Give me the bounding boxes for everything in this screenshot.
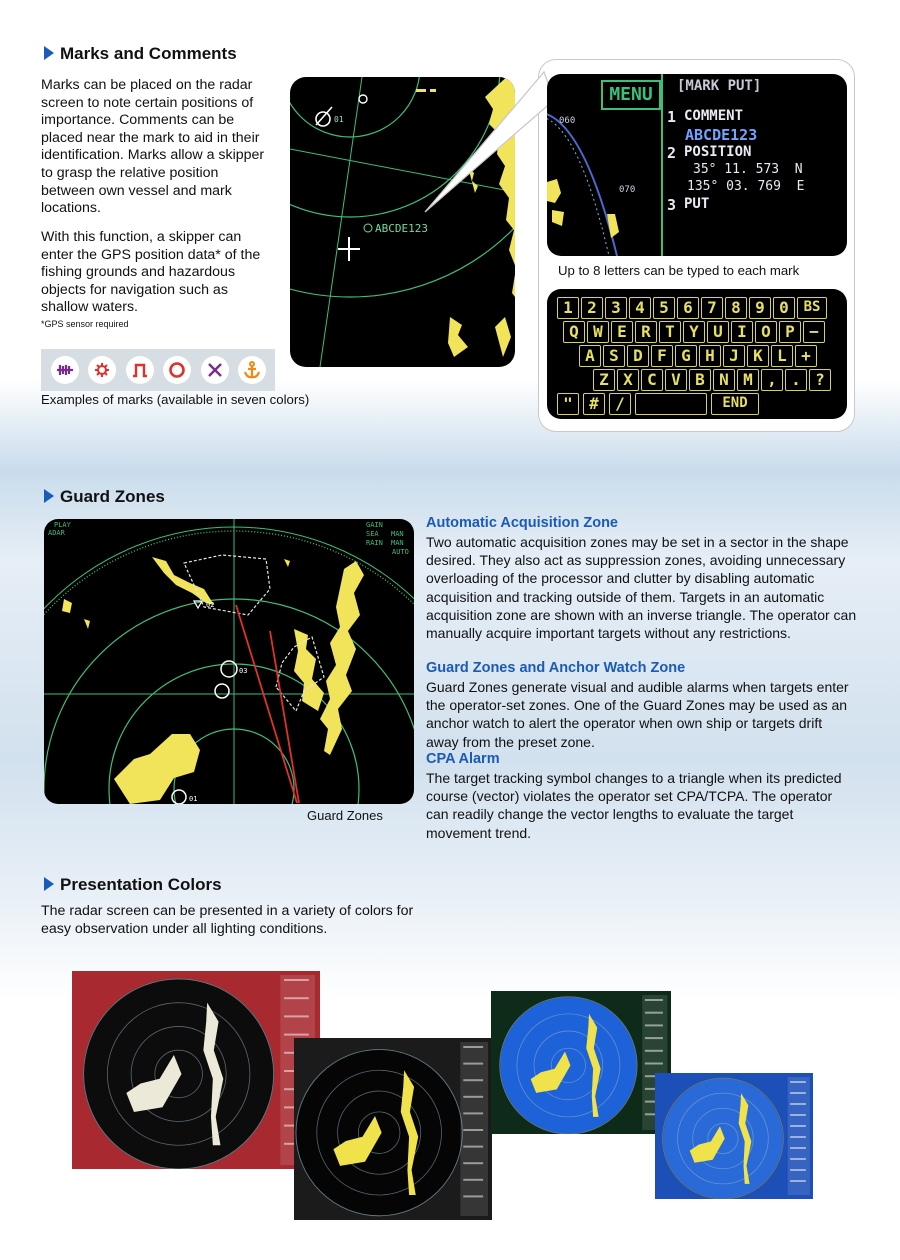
key-space[interactable] — [635, 393, 707, 415]
key-r4-4[interactable]: B — [689, 369, 711, 391]
key-r2-4[interactable]: T — [659, 321, 681, 343]
key-r4-8[interactable]: . — [785, 369, 807, 391]
section-arrow-icon — [44, 877, 54, 891]
cross-mark-icon — [201, 356, 229, 384]
guard-label-rain: RAIN — [366, 539, 383, 547]
section-title-guard-zones: Guard Zones — [44, 487, 165, 507]
key-r1-4[interactable]: 5 — [653, 297, 675, 319]
key-r2-8[interactable]: O — [755, 321, 777, 343]
gps-footnote: *GPS sensor required — [41, 319, 129, 329]
key-r3-5[interactable]: H — [699, 345, 721, 367]
anchor-mark-icon — [238, 356, 266, 384]
guard-label-play: PLAY — [54, 521, 71, 529]
position-lat: 35° 11. 573 N — [693, 162, 803, 177]
para-cpa-alarm: The target tracking symbol changes to a triangle when its predicted course (vector) violates the operator set CPA/TCPA. The operator can readily change the vector lengths to evaluate the target movement trend. — [426, 770, 842, 841]
menu-item-put[interactable]: PUT — [684, 196, 710, 212]
guard-label-radar: ADAR — [48, 529, 65, 537]
bearing-060: 060 — [559, 116, 576, 126]
colors-paragraph: The radar screen can be presented in a variety of colors for easy observation under all lighting conditions. — [41, 903, 414, 937]
key-r3-4[interactable]: G — [675, 345, 697, 367]
marks-caption: Examples of marks (available in seven colors) — [41, 392, 310, 407]
key-r2-2[interactable]: E — [611, 321, 633, 343]
standard-dark-theme-screen — [294, 1038, 492, 1220]
mark-examples-strip — [41, 349, 275, 391]
guard-label-auto: AUTO — [392, 548, 409, 556]
section-arrow-icon — [44, 489, 54, 503]
key-r3-7[interactable]: K — [747, 345, 769, 367]
bearing-070: 070 — [619, 185, 636, 195]
key-r2-7[interactable]: I — [731, 321, 753, 343]
marks-paragraph-1: Marks can be placed on the radar screen to note certain positions of importance. Comments can be placed near the mark to aid in their identification. Marks allow a skipper to grasp the relative position between own vessel and mark locations. — [41, 77, 265, 217]
guard-zones-caption: Guard Zones — [307, 808, 383, 823]
key-r1-6[interactable]: 7 — [701, 297, 723, 319]
menu-item-position[interactable]: POSITION — [684, 144, 752, 160]
key-r1-2[interactable]: 3 — [605, 297, 627, 319]
key-r3-3[interactable]: F — [651, 345, 673, 367]
green-on-blue-theme-screen — [491, 991, 671, 1134]
key-r3-6[interactable]: J — [723, 345, 745, 367]
circle-mark-icon — [163, 356, 191, 384]
mark-put-title: [MARK PUT] — [677, 78, 762, 94]
key-r4-9[interactable]: ? — [809, 369, 831, 391]
keyboard-caption: Up to 8 letters can be typed to each mark — [558, 263, 800, 278]
key-r2-5[interactable]: Y — [683, 321, 705, 343]
key-r4-5[interactable]: N — [713, 369, 735, 391]
key-r3-8[interactable]: L — [771, 345, 793, 367]
guard-target-01: 01 — [189, 795, 198, 803]
key-r4-2[interactable]: C — [641, 369, 663, 391]
day-blue-theme-screen — [655, 1073, 813, 1199]
key-r5-1[interactable]: # — [583, 393, 605, 415]
radar-mark-comment: ABCDE123 — [375, 222, 428, 235]
heading-guard-anchor: Guard Zones and Anchor Watch Zone — [426, 660, 686, 676]
key-r3-1[interactable]: S — [603, 345, 625, 367]
key-r4-0[interactable]: Z — [593, 369, 615, 391]
callout-pointer — [420, 70, 560, 220]
guard-label-gain: GAIN — [366, 521, 383, 529]
menu-item-2-num: 2 — [667, 144, 677, 162]
mark-put-menu-screen — [547, 74, 847, 256]
marks-paragraph-2: With this function, a skipper can enter the GPS position data* of the fishing grounds and hazardous objects for navigation such as shallow waters. — [41, 229, 261, 316]
key-r4-7[interactable]: , — [761, 369, 783, 391]
key-r1-5[interactable]: 6 — [677, 297, 699, 319]
guard-zone-radar-screen — [44, 519, 414, 804]
key-r2-3[interactable]: R — [635, 321, 657, 343]
key-r2-9[interactable]: P — [779, 321, 801, 343]
key-r4-6[interactable]: M — [737, 369, 759, 391]
key-r3-2[interactable]: D — [627, 345, 649, 367]
menu-button[interactable]: MENU — [601, 80, 661, 110]
key-r2-10[interactable]: − — [803, 321, 825, 343]
heading-cpa-alarm: CPA Alarm — [426, 751, 500, 767]
key-r1-8[interactable]: 9 — [749, 297, 771, 319]
key-r5-0[interactable]: " — [557, 393, 579, 415]
menu-item-1-num: 1 — [667, 108, 677, 126]
key-r2-1[interactable]: W — [587, 321, 609, 343]
key-r2-0[interactable]: Q — [563, 321, 585, 343]
menu-item-3-num: 3 — [667, 196, 677, 214]
guard-label-sea-man: MAN — [391, 530, 404, 538]
gate-mark-icon — [126, 356, 154, 384]
menu-item-comment[interactable]: COMMENT — [684, 108, 744, 124]
gear-mark-icon — [88, 356, 116, 384]
guard-target-03: 03 — [239, 667, 248, 675]
key-r5-4[interactable]: END — [711, 393, 759, 415]
key-r1-9[interactable]: 0 — [773, 297, 795, 319]
para-auto-acquisition: Two automatic acquisition zones may be set in a sector in the shape desired. They also act as suppression zones, avoiding unnecessary overloading of the processor and clutter by disabling automatic acquisition and tracking outside of them. Targets in an automatic acquisition zone are shown with an inverse triangle. The operator can manually acquire important targets without any restrictions. — [426, 534, 857, 642]
key-r1-10[interactable]: BS — [797, 297, 827, 319]
position-lon: 135° 03. 769 E — [687, 179, 805, 194]
red-night-theme-screen — [72, 971, 320, 1169]
radar-mark-number: 01 — [334, 115, 344, 124]
guard-radar-graphic — [44, 519, 414, 804]
on-screen-keyboard — [547, 289, 847, 419]
para-guard-anchor: Guard Zones generate visual and audible alarms when targets enter the operator-set zones. One of the Guard Zones may be used as an anchor watch to alert the operator when own ship or targets drift away from the preset zone. — [426, 679, 849, 750]
key-r3-9[interactable]: + — [795, 345, 817, 367]
key-r1-7[interactable]: 8 — [725, 297, 747, 319]
heading-auto-acquisition: Automatic Acquisition Zone — [426, 515, 618, 531]
key-r1-3[interactable]: 4 — [629, 297, 651, 319]
section-title-presentation-colors: Presentation Colors — [44, 875, 222, 895]
section-arrow-icon — [44, 46, 54, 60]
key-r2-6[interactable]: U — [707, 321, 729, 343]
key-r4-1[interactable]: X — [617, 369, 639, 391]
key-r3-0[interactable]: A — [579, 345, 601, 367]
key-r4-3[interactable]: V — [665, 369, 687, 391]
section-title-marks: Marks and Comments — [44, 44, 237, 64]
key-r1-0[interactable]: 1 — [557, 297, 579, 319]
guard-target-02: 02 — [206, 601, 215, 609]
key-r1-1[interactable]: 2 — [581, 297, 603, 319]
guard-label-rain-man: MAN — [391, 539, 404, 547]
comment-value[interactable]: ABCDE123 — [685, 126, 758, 144]
wave-mark-icon — [51, 356, 79, 384]
guard-label-sea: SEA — [366, 530, 379, 538]
key-r5-2[interactable]: / — [609, 393, 631, 415]
